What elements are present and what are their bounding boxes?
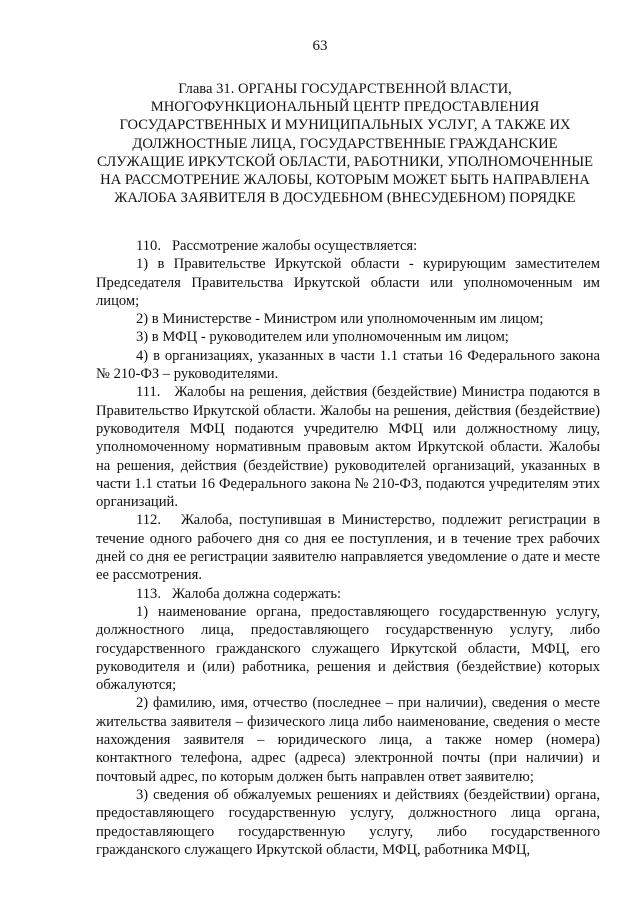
list-item-110-2: 2) в Министерстве - Министром или уполномоченным им лицом; [136, 311, 544, 328]
list-item-113-1: 1) наименование органа, предоставляющего государственную услугу, должностного лица, предоставляющего государственную услугу, либо государственного гражданского служащего Иркутской области, МФЦ, его руководителя и (или) работника, решения и действия (бездействие) которых обжалуются; [96, 603, 600, 694]
chapter-title: Глава 31. ОРГАНЫ ГОСУДАРСТВЕННОЙ ВЛАСТИ, МНОГОФУНКЦИОНАЛЬНЫЙ ЦЕНТР ПРЕДОСТАВЛЕНИЯ ГОСУДАРСТВЕННЫХ И МУНИЦИПАЛЬНЫХ УСЛУГ, А ТАКЖЕ ИХ ДОЛЖНОСТНЫЕ ЛИЦА, ГОСУДАРСТВЕННЫЕ ГРАЖДАНСКИЕ СЛУЖАЩИЕ ИРКУТСКОЙ ОБЛАСТИ, РАБОТНИКИ, УПОЛНОМОЧЕННЫЕ НА РАССМОТРЕНИЕ ЖАЛОБЫ, КОТОРЫМ МОЖЕТ БЫТЬ НАПРАВЛЕНА ЖАЛОБА ЗАЯВИТЕЛЯ В ДОСУДЕБНОМ (ВНЕСУДЕБНОМ) ПОРЯДКЕ [96, 81, 594, 207]
list-item-110-4: 4) в организациях, указанных в части 1.1 статьи 16 Федерального закона № 210-ФЗ – руководителями. [96, 347, 600, 383]
paragraph-112: 112. Жалоба, поступившая в Министерство, подлежит регистрации в течение одного рабочего дня со дня ее поступления, и в течение трех рабочих дней со дня ее регистрации заявителю направляется уведомление о дате и месте ее рассмотрения. [96, 512, 600, 584]
paragraph-113-intro: 113. Жалоба должна содержать: [136, 585, 342, 602]
list-item-110-3: 3) в МФЦ - руководителем или уполномоченным им лицом; [136, 329, 509, 346]
list-item-113-3: 3) сведения об обжалуемых решениях и действиях (бездействии) органа, предоставляющего государственную услугу, должностного лица органа, предоставляющего государственную услугу, либо государственного гражданского служащего Иркутской области, МФЦ, работника МФЦ, [96, 786, 600, 858]
list-item-110-1: 1) в Правительстве Иркутской области - курирующим заместителем Председателя Правительства Иркутской области или уполномоченным им лицом; [96, 256, 600, 309]
document-body [96, 237, 600, 859]
paragraph-110-intro: 110. Рассмотрение жалобы осуществляется: [136, 238, 418, 254]
paragraph-111: 111. Жалобы на решения, действия (бездействие) Министра подаются в Правительство Иркутской области. Жалобы на решения, действия (бездействие) руководителя МФЦ подаются учредителю МФЦ или должностному лицу, уполномоченному нормативным правовым актом Иркутской области. Жалобы на решения, действия (бездействие) руководителей организаций, указанных в части 1.1 статьи 16 Федерального закона № 210-ФЗ, подаются учредителям этих организаций. [96, 384, 600, 511]
list-item-113-2: 2) фамилию, имя, отчество (последнее – при наличии), сведения о месте жительства заявителя – физического лица либо наименование, сведения о месте нахождения заявителя – юридического лица, а также номер (номера) контактного телефона, адрес (адреса) электронной почты (при наличии) и почтовый адрес, по которым должен быть направлен ответ заявителю; [96, 695, 600, 785]
page-number: 63 [312, 38, 328, 54]
